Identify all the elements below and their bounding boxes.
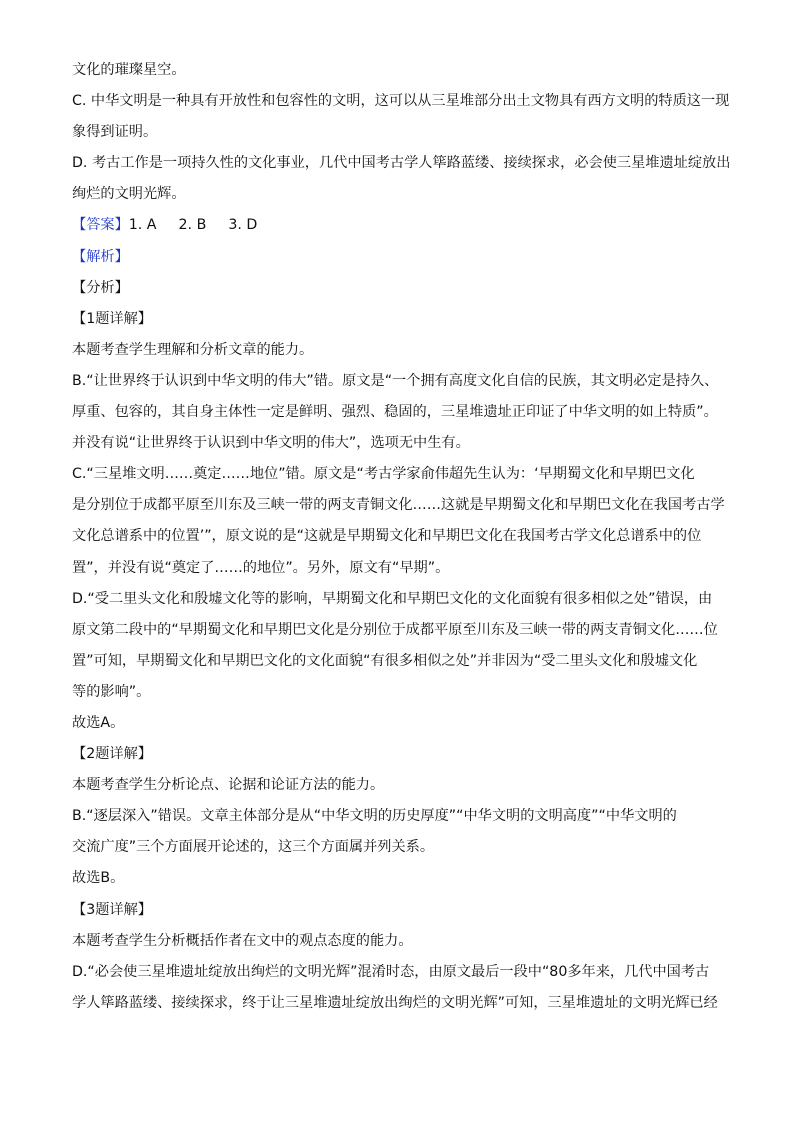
text-line: D.“必会使三星堆遗址绽放出绚烂的文明光辉”混淆时态，由原文最后一段中“80多年来，几代中国考古 (72, 963, 710, 980)
text-line: 厚重、包容的，其自身主体性一定是鲜明、强烈、稳固的，三星堆遗址正印证了中华文明的如上特质”。 (72, 404, 718, 421)
text-line: D.“受二里头文化和殷墟文化等的影响，早期蜀文化和早期巴文化的文化面貌有很多相似之处”错误，由 (72, 590, 713, 607)
answer-item: 1. A (128, 217, 157, 234)
text-line: 并没有说“让世界终于认识到中华文明的伟大”，选项无中生有。 (72, 435, 470, 452)
text-line: 本题考查学生理解和分析文章的能力。 (72, 341, 314, 358)
text-line: C.“三星堆文明……奠定……地位”错。原文是“考古学家俞伟超先生认为：‘早期蜀文化和早期巴文化 (72, 466, 695, 483)
answer-line (72, 215, 724, 235)
text-line: C. 中华文明是一种具有开放性和包容性的文明，这可以从三星堆部分出土文物具有西方文明的特质这一现 (72, 93, 730, 110)
text-line: 象得到证明。 (72, 124, 158, 141)
text-line: 置”可知，早期蜀文化和早期巴文化的文化面貌“有很多相似之处”并非因为“受二里头文化和殷墟文化 (72, 652, 698, 669)
text-line: 【1题详解】 (72, 310, 152, 327)
text-line: 原文第二段中的“早期蜀文化和早期巴文化是分别位于成都平原至川东及三峡一带的两支青铜文化……位 (72, 621, 718, 638)
text-line: 文化总谱系中的位置’”，原文说的是“这就是早期蜀文化和早期巴文化在我国考古学文化总谱系中的位 (72, 528, 702, 545)
text-line: 置”，并没有说“奠定了……的地位”。另外，原文有“早期”。 (72, 559, 450, 576)
text-line: 故选A。 (72, 714, 125, 731)
text-line: 【3题详解】 (72, 901, 152, 918)
text-line: B.“逐层深入”错误。文章主体部分是从“中华文明的历史厚度”“中华文明的文明高度”“中华文明的 (72, 808, 677, 825)
answer-item: 2. B (178, 217, 207, 234)
text-line: 故选B。 (72, 870, 125, 887)
document-body (72, 60, 731, 1024)
text-line: 等的影响”。 (72, 683, 151, 700)
answer-label: 【答案】 (72, 217, 129, 234)
section-heading: 【解析】 (72, 248, 129, 265)
text-line: 绚烂的文明光辉。 (72, 186, 186, 203)
text-line: 交流广度”三个方面展开论述的，这三个方面属并列关系。 (72, 839, 435, 856)
answer-item: 3. D (228, 217, 258, 234)
text-line: 本题考查学生分析概括作者在文中的观点态度的能力。 (72, 932, 413, 949)
text-line: 文化的璀璨星空。 (72, 62, 186, 78)
text-line: 是分别位于成都平原至川东及三峡一带的两支青铜文化……这就是早期蜀文化和早期巴文化在我国考古学 (72, 497, 725, 514)
text-line: D. 考古工作是一项持久性的文化事业，几代中国考古学人筚路蓝缕、接续探求，必会使三星堆遗址绽放出 (72, 155, 731, 172)
text-line: 【2题详解】 (72, 746, 152, 763)
text-line: 学人筚路蓝缕、接续探求，终于让三星堆遗址绽放出绚烂的文明光辉”可知，三星堆遗址的文明光辉已经 (72, 994, 718, 1011)
text-line: 【分析】 (72, 279, 129, 296)
text-line: B.“让世界终于认识到中华文明的伟大”错。原文是“一个拥有高度文化自信的民族，其文明必定是持久、 (72, 372, 719, 389)
text-line: 本题考查学生分析论点、论据和论证方法的能力。 (72, 777, 385, 794)
